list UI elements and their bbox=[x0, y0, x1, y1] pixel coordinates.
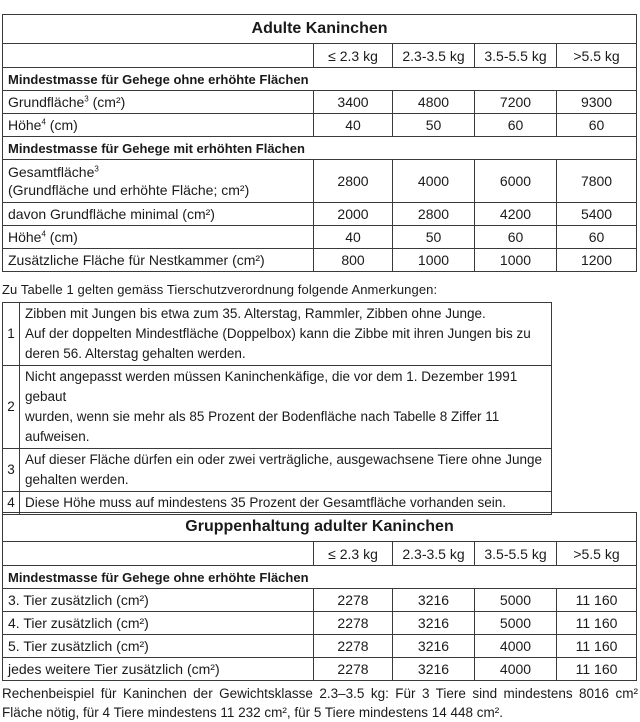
table-cell: 50 bbox=[393, 114, 475, 137]
table-cell: 1000 bbox=[475, 249, 557, 272]
table-cell: 4000 bbox=[475, 658, 557, 681]
row-label: Höhe$^4$ (cm) bbox=[3, 226, 314, 249]
table-cell: 11 160 bbox=[557, 635, 637, 658]
table-cell: 3216 bbox=[393, 612, 475, 635]
note-number: 3 bbox=[3, 449, 20, 492]
note-row bbox=[3, 303, 552, 366]
notes-table bbox=[2, 302, 552, 515]
table-row bbox=[3, 226, 637, 249]
table-row bbox=[3, 589, 637, 612]
note-text: Zibben mit Jungen bis etwa zum 35. Alterstag, Rammler, Zibben ohne Junge. Auf der doppelten Mindestfläche (Doppelbox) kann die Zibbe mit ihren Jungen bis zu deren 56. Alterstag gehalten werden. bbox=[20, 303, 552, 366]
table-cell: 4000 bbox=[475, 635, 557, 658]
calculation-example: Rechenbeispiel für Kaninchen der Gewichtsklasse 2.3–3.5 kg: Für 3 Tiere sind mindestens 8016 cm² Fläche nötig, für 4 Tiere mindestens 11 232 cm², für 5 Tiere mindestens 14 448 cm². bbox=[2, 686, 638, 720]
row-label: Gesamtfläche$^3$ (Grundfläche und erhöhte Fläche; cm²) bbox=[3, 160, 314, 203]
table-row bbox=[3, 612, 637, 635]
table-cell: 40 bbox=[314, 226, 393, 249]
table-cell: 40 bbox=[314, 114, 393, 137]
row-label: 4. Tier zusätzlich (cm²) bbox=[3, 612, 314, 635]
table-row bbox=[3, 249, 637, 272]
table-cell: 11 160 bbox=[557, 612, 637, 635]
table-cell: 3216 bbox=[393, 589, 475, 612]
column-header: 3.5-5.5 kg bbox=[475, 44, 557, 68]
table-row bbox=[3, 635, 637, 658]
column-header-row bbox=[3, 542, 637, 566]
table-cell: 60 bbox=[475, 226, 557, 249]
note-number: 2 bbox=[3, 366, 20, 449]
column-header: ≤ 2.3 kg bbox=[314, 44, 393, 68]
row-label: Grundfläche$^3$ (cm²) bbox=[3, 91, 314, 114]
table-cell: 60 bbox=[475, 114, 557, 137]
table-cell: 50 bbox=[393, 226, 475, 249]
table-cell: 1200 bbox=[557, 249, 637, 272]
note-row bbox=[3, 449, 552, 492]
table-cell: 2800 bbox=[314, 160, 393, 203]
row-label: davon Grundfläche minimal (cm²) bbox=[3, 203, 314, 226]
table-row bbox=[3, 114, 637, 137]
table-cell: 2000 bbox=[314, 203, 393, 226]
row-label: Zusätzliche Fläche für Nestkammer (cm²) bbox=[3, 249, 314, 272]
row-label: jedes weitere Tier zusätzlich (cm²) bbox=[3, 658, 314, 681]
note-number: 1 bbox=[3, 303, 20, 366]
column-header: 3.5-5.5 kg bbox=[475, 542, 557, 566]
table-cell: 3400 bbox=[314, 91, 393, 114]
table-cell: 11 160 bbox=[557, 589, 637, 612]
table-row bbox=[3, 160, 637, 203]
table-cell: 5000 bbox=[475, 589, 557, 612]
table-title: Gruppenhaltung adulter Kaninchen bbox=[3, 513, 637, 542]
table-cell: 4200 bbox=[475, 203, 557, 226]
row-label: 3. Tier zusätzlich (cm²) bbox=[3, 589, 314, 612]
table-cell: 11 160 bbox=[557, 658, 637, 681]
note-text: Diese Höhe muss auf mindestens 35 Prozent der Gesamtfläche vorhanden sein. bbox=[20, 492, 552, 515]
note-text: Nicht angepasst werden müssen Kaninchenkäfige, die vor dem 1. Dezember 1991 gebaut wurden, wenn sie mehr als 85 Prozent der Bodenfläche nach Tabelle 8 Ziffer 11 aufweisen. bbox=[20, 366, 552, 449]
notes-intro: Zu Tabelle 1 gelten gemäss Tierschutzverordnung folgende Anmerkungen: bbox=[2, 282, 438, 297]
column-header-row bbox=[3, 44, 637, 68]
section-header: Mindestmasse für Gehege mit erhöhten Flächen bbox=[3, 137, 637, 160]
note-text: Auf dieser Fläche dürfen ein oder zwei verträgliche, ausgewachsene Tiere ohne Junge gehalten werden. bbox=[20, 449, 552, 492]
column-header: 2.3-3.5 kg bbox=[393, 542, 475, 566]
table-cell: 2278 bbox=[314, 612, 393, 635]
table-cell: 4000 bbox=[393, 160, 475, 203]
table-cell: 3216 bbox=[393, 635, 475, 658]
note-row bbox=[3, 366, 552, 449]
section-header: Mindestmasse für Gehege ohne erhöhte Flächen bbox=[3, 68, 637, 91]
adult-rabbits-table bbox=[2, 14, 637, 272]
note-number: 4 bbox=[3, 492, 20, 515]
table-cell: 60 bbox=[557, 226, 637, 249]
table-title: Adulte Kaninchen bbox=[3, 15, 637, 44]
table-cell: 9300 bbox=[557, 91, 637, 114]
section-header: Mindestmasse für Gehege ohne erhöhte Flächen bbox=[3, 566, 637, 589]
row-label: Höhe$^4$ (cm) bbox=[3, 114, 314, 137]
row-label: 5. Tier zusätzlich (cm²) bbox=[3, 635, 314, 658]
table-row bbox=[3, 91, 637, 114]
column-header: ≤ 2.3 kg bbox=[314, 542, 393, 566]
table-cell: 5400 bbox=[557, 203, 637, 226]
table-cell: 5000 bbox=[475, 612, 557, 635]
column-header: >5.5 kg bbox=[557, 44, 637, 68]
table-cell: 7800 bbox=[557, 160, 637, 203]
table-cell: 6000 bbox=[475, 160, 557, 203]
table-cell: 3216 bbox=[393, 658, 475, 681]
table-cell: 4800 bbox=[393, 91, 475, 114]
column-header: >5.5 kg bbox=[557, 542, 637, 566]
table-cell: 2278 bbox=[314, 589, 393, 612]
table-cell: 7200 bbox=[475, 91, 557, 114]
table-cell: 2278 bbox=[314, 658, 393, 681]
column-header: 2.3-3.5 kg bbox=[393, 44, 475, 68]
table-cell: 2800 bbox=[393, 203, 475, 226]
group-housing-table bbox=[2, 512, 637, 681]
table-cell: 1000 bbox=[393, 249, 475, 272]
table-row bbox=[3, 203, 637, 226]
table-cell: 2278 bbox=[314, 635, 393, 658]
table-cell: 800 bbox=[314, 249, 393, 272]
table-row bbox=[3, 658, 637, 681]
table-cell: 60 bbox=[557, 114, 637, 137]
